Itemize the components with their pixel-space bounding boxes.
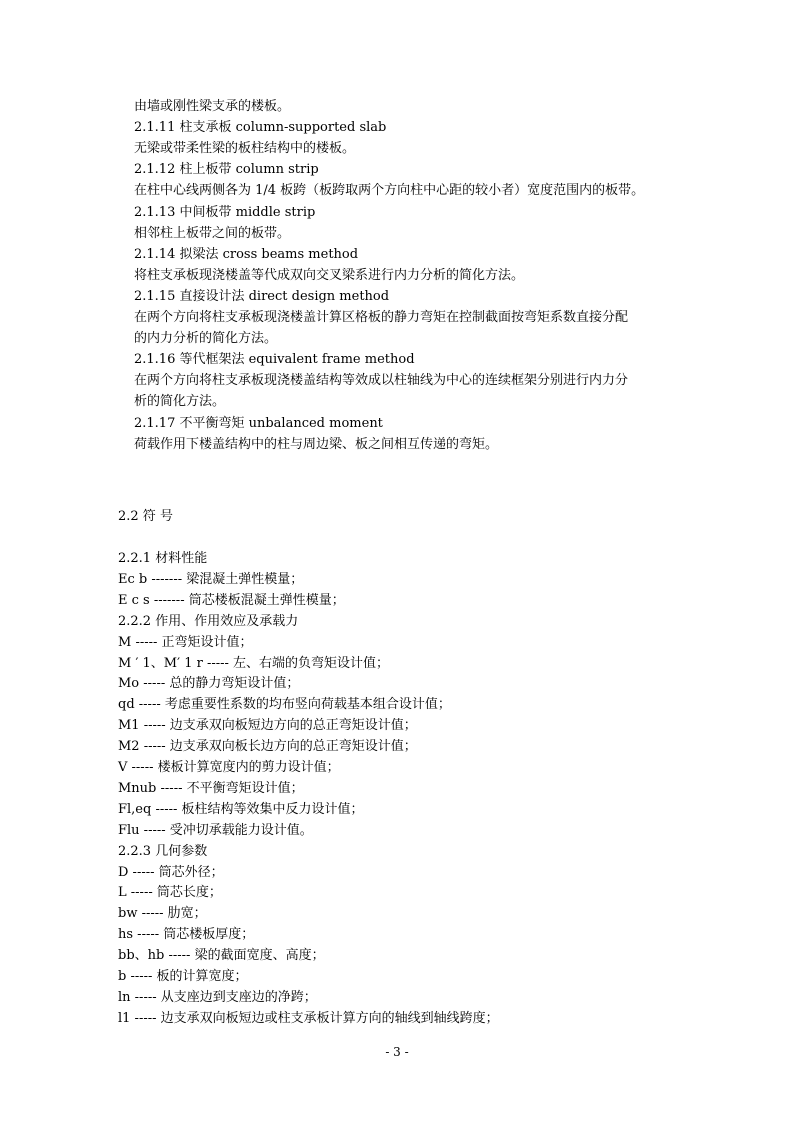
text-line: 2.2.1 材料性能: [118, 551, 208, 566]
text-line: Mnub ----- 不平衡弯矩设计值；: [118, 780, 304, 796]
text-line: 的内力分析的简化方法。: [134, 331, 278, 347]
text-line: Mo ----- 总的静力弯矩设计值；: [118, 676, 300, 692]
text-line: M1 ----- 边支承双向板短边方向的总正弯矩设计值；: [118, 718, 417, 734]
text-line: 荷载作用下楼盖结构中的柱与周边梁、板之间相互传递的弯矩。: [134, 436, 499, 452]
text-line: E c s ------- 筒芯楼板混凝土弹性模量；: [118, 592, 345, 608]
text-line: 在柱中心线两侧各为 1/4 板跨（板跨取两个方向柱中心距的较小者）宽度范围内的板带。: [134, 183, 645, 199]
text-line: 析的简化方法。: [134, 394, 226, 410]
text-line: 2.1.11 柱支承板 column-supported slab: [134, 120, 387, 136]
text-line: bw ----- 肋宽；: [118, 906, 207, 922]
text-line: M ′ 1、M′ 1 r ----- 左、右端的负弯矩设计值；: [118, 655, 390, 671]
text-line: 无梁或带柔性梁的板柱结构中的楼板。: [134, 141, 356, 157]
text-line: Fl,eq ----- 板柱结构等效集中反力设计值；: [118, 801, 364, 817]
section-2-2-heading: 2.2 符 号: [118, 509, 173, 524]
text-line: 在两个方向将柱支承板现浇楼盖计算区格板的静力弯矩在控制截面按弯矩系数直接分配: [134, 310, 629, 325]
text-line: b ----- 板的计算宽度；: [118, 969, 248, 984]
page-number: - 3 -: [385, 1045, 409, 1059]
text-line: Ec b ------- 梁混凝土弹性模量；: [118, 571, 304, 587]
text-line: L ----- 筒芯长度；: [118, 885, 222, 901]
text-line: hs ----- 筒芯楼板厚度；: [118, 927, 255, 943]
text-line: bb、hb ----- 梁的截面宽度、高度；: [118, 948, 325, 964]
text-line: 2.1.17 不平衡弯矩 unbalanced moment: [134, 415, 383, 431]
text-line: D ----- 筒芯外径；: [118, 864, 224, 880]
text-line: M2 ----- 边支承双向板长边方向的总正弯矩设计值；: [118, 739, 417, 755]
text-line: qd ----- 考虑重要性系数的均布竖向荷载基本组合设计值；: [118, 697, 451, 713]
text-line: ln ----- 从支座边到支座边的净跨；: [118, 989, 317, 1005]
text-line: 2.1.14 拟梁法 cross beams method: [134, 246, 359, 262]
text-line: l1 ----- 边支承双向板短边或柱支承板计算方向的轴线到轴线跨度；: [118, 1010, 499, 1026]
text-line: 2.2.2 作用、作用效应及承载力: [118, 613, 299, 629]
text-line: M ----- 正弯矩设计值；: [118, 634, 253, 650]
text-line: 由墙或刚性梁支承的楼板。: [134, 99, 291, 114]
text-line: 2.2.3 几何参数: [118, 843, 208, 859]
text-line: 相邻柱上板带之间的板带。: [134, 225, 291, 241]
text-line: V ----- 楼板计算宽度内的剪力设计值；: [118, 760, 340, 775]
text-line: 将柱支承板现浇楼盖等代成双向交叉梁系进行内力分析的简化方法。: [134, 267, 525, 283]
text-line: Flu ----- 受冲切承载能力设计值。: [118, 822, 313, 838]
text-line: 2.1.12 柱上板带 column strip: [134, 162, 319, 178]
text-line: 2.1.16 等代框架法 equivalent frame method: [134, 352, 415, 368]
text-line: 在两个方向将柱支承板现浇楼盖结构等效成以柱轴线为中心的连续框架分别进行内力分: [134, 373, 629, 389]
text-line: 2.1.15 直接设计法 direct design method: [134, 288, 390, 304]
text-line: 2.1.13 中间板带 middle strip: [134, 204, 316, 220]
